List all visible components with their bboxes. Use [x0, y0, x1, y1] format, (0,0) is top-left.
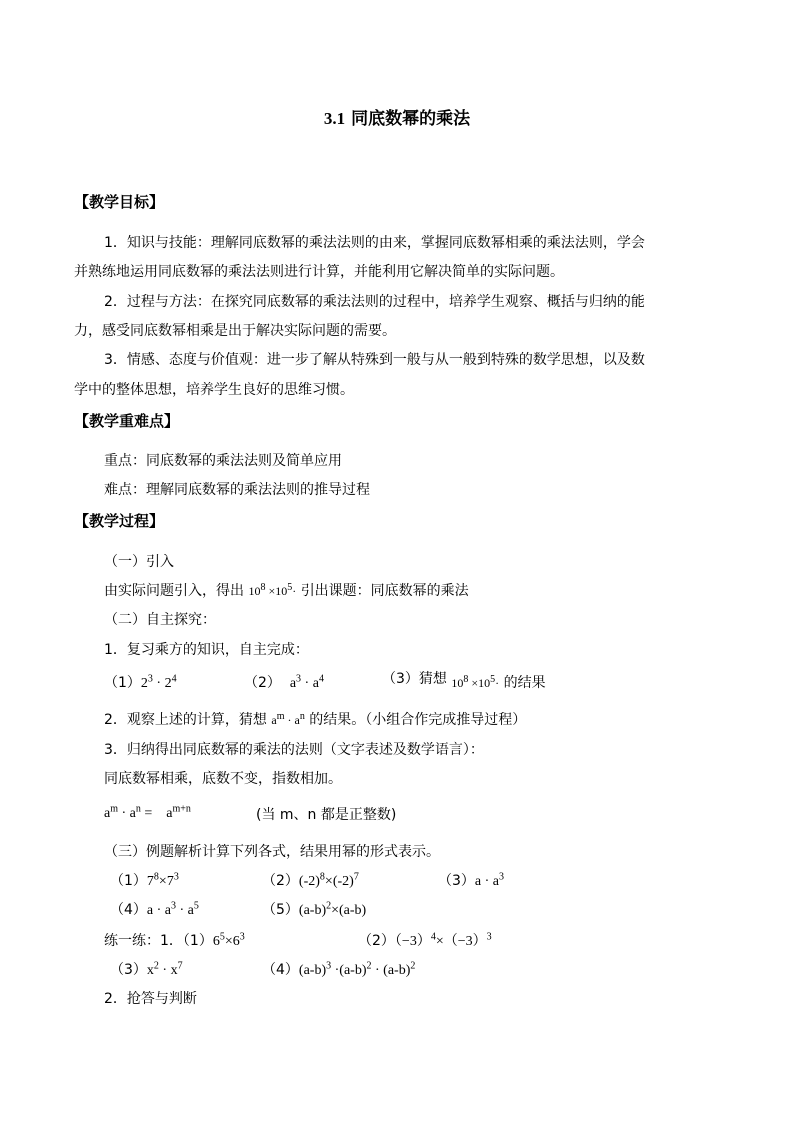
- math-expression: $10^8 \times 10^5\cdot$: [451, 674, 500, 690]
- observe-line: 2．观察上述的计算，猜想 $a^m \cdot a^n$ 的结果。（小组合作完成推导过程）: [104, 711, 527, 728]
- exercise-3: （3）猜想 $10^8 \times 10^5\cdot$ 的结果: [382, 671, 546, 691]
- math-expression: $(-2)^8\times(-2)^7$: [298, 871, 359, 889]
- step-examples-heading: （三）例题解析计算下列各式，结果用幂的形式表示。: [104, 844, 440, 860]
- example-2: $(2)(-2)^8\times(-2)^7$: [262, 871, 359, 889]
- objective-1-line-1: 1．知识与技能：理解同底数幂的乘法法则的由来，掌握同底数幂相乘的乘法法则，学会: [104, 235, 645, 251]
- exercise-1: $(1)2^3 \cdot 2^4$: [104, 673, 177, 691]
- math-expression: $(-3)^4\times(-3)^3$: [394, 931, 492, 949]
- math-expression: $a^m \cdot a^n$ = $a^{m+n}$: [104, 803, 191, 821]
- practice-3: $(3)x^2 \cdot x^7$: [110, 960, 183, 978]
- heading-objectives: 【教学目标】: [74, 193, 165, 211]
- step-intro-heading: （一）引入: [104, 554, 174, 570]
- example-4: $(4)a \cdot a^3 \cdot a^5$: [110, 900, 199, 918]
- difficult-point: 难点：理解同底数幂的乘法法则的推导过程: [104, 482, 370, 498]
- key-point: 重点：同底数幂的乘法法则及简单应用: [104, 453, 342, 469]
- rule-condition: (当 m、n 都是正整数): [256, 807, 397, 823]
- heading-key-points: 【教学重难点】: [74, 412, 180, 430]
- practice-1: 练一练：1．$(1)6^5\times 6^3$: [104, 931, 245, 949]
- exercise-2: （2） $a^3 \cdot a^4$: [244, 673, 324, 691]
- page-title: [0, 104, 794, 129]
- intro-line: 由实际问题引入，得出 $10^8 \times 10^5\cdot$ 引出课题：同底数幂的乘法: [104, 582, 469, 599]
- math-expression: $a \cdot a^3$: [474, 871, 505, 889]
- step-explore-heading: （二）自主探究：: [104, 612, 216, 628]
- quiz-line: 2．抢答与判断: [104, 991, 197, 1007]
- math-expression: $a^3 \cdot a^4$: [289, 673, 324, 691]
- math-expression: $a \cdot a^3 \cdot a^5$: [146, 900, 199, 918]
- math-expression: $a^m \cdot a^n$: [271, 711, 305, 727]
- title-number: 3.1: [323, 109, 346, 128]
- review-line: 1．复习乘方的知识，自主完成：: [104, 642, 309, 658]
- math-expression: $7^8\times 7^3$: [146, 871, 179, 889]
- objective-3-line-1: 3．情感、态度与价值观：进一步了解从特殊到一般与从一般到特殊的数学思想，以及数: [104, 352, 645, 368]
- objective-2-line-2: 力，感受同底数幂相乘是出于解决实际问题的需要。: [74, 323, 396, 339]
- title-text: 同底数幂的乘法: [351, 109, 471, 129]
- math-expression: $x^2 \cdot x^7$: [146, 960, 183, 978]
- objective-1-line-2: 并熟练地运用同底数幂的乘法法则进行计算，并能利用它解决简单的实际问题。: [74, 264, 564, 280]
- example-5: $(5)(a-b)^2\times(a-b)$: [262, 900, 367, 918]
- objective-2-line-1: 2．过程与方法：在探究同底数幂的乘法法则的过程中，培养学生观察、概括与归纳的能: [104, 294, 645, 310]
- objective-3-line-2: 学中的整体思想，培养学生良好的思维习惯。: [74, 382, 354, 398]
- example-3: $(3)a \cdot a^3$: [438, 871, 505, 889]
- practice-2: $(2)(-3)^4\times(-3)^3$: [358, 931, 492, 949]
- rule-formula: [104, 803, 191, 824]
- math-expression: $(a-b)^2\times(a-b)$: [298, 900, 367, 918]
- math-expression: $6^5\times 6^3$: [212, 931, 245, 949]
- summarize-line: 3．归纳得出同底数幂的乘法的法则（文字表述及数学语言）：: [104, 742, 484, 758]
- heading-process: 【教学过程】: [74, 512, 165, 530]
- rule-text: 同底数幂相乘，底数不变，指数相加。: [104, 771, 342, 787]
- math-expression: $(a-b)^3 \cdot(a-b)^2 \cdot (a-b)^2$: [298, 960, 416, 978]
- math-expression: $2^3 \cdot 2^4$: [140, 673, 177, 691]
- math-expression: $10^8 \times 10^5\cdot$: [248, 582, 297, 598]
- practice-4: $(4)(a-b)^3 \cdot(a-b)^2 \cdot (a-b)^2$: [262, 960, 416, 978]
- example-1: $(1)7^8\times 7^3$: [110, 871, 179, 889]
